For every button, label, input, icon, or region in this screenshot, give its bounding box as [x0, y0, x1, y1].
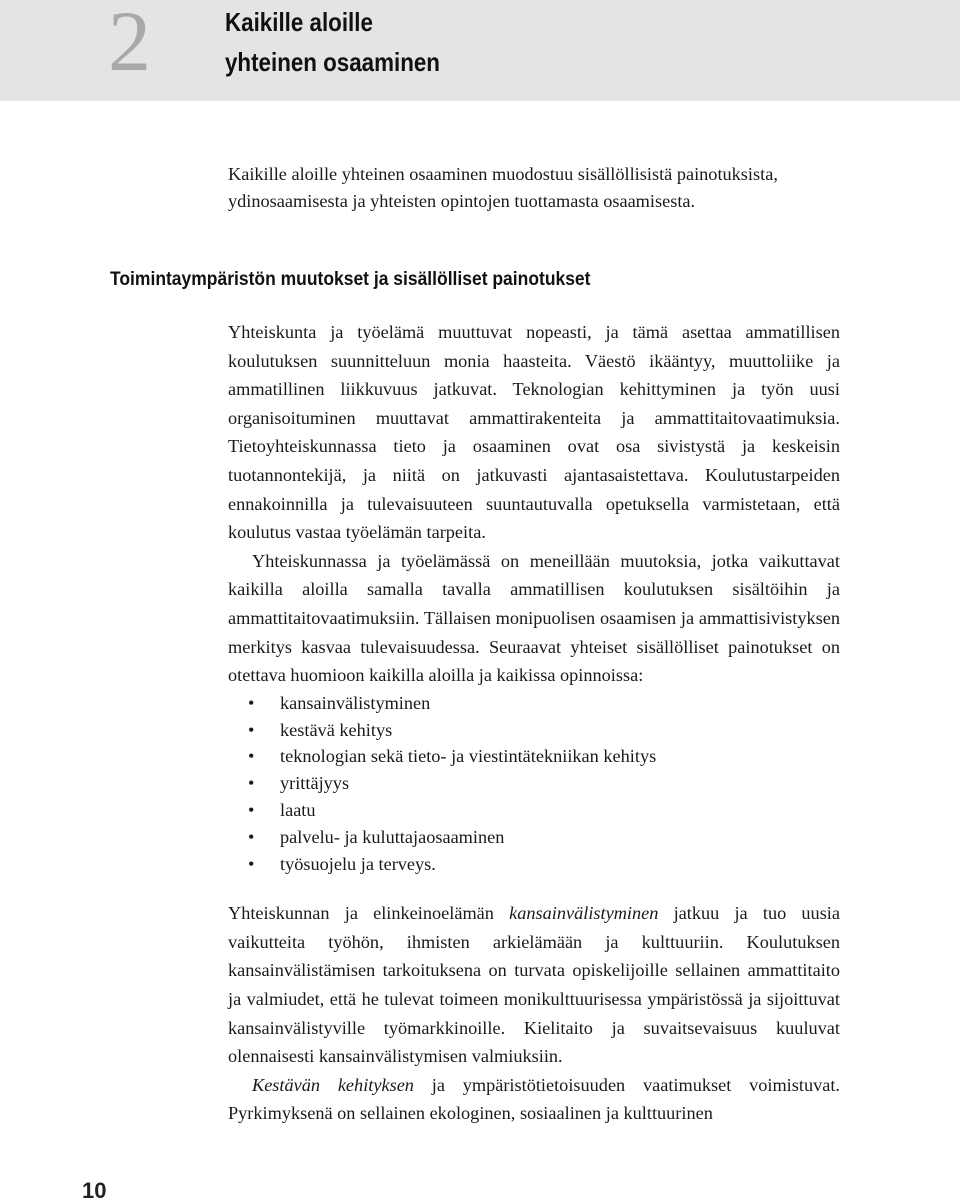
- list-item: [228, 770, 840, 797]
- bullet-icon: •: [248, 799, 255, 820]
- chapter-header: [0, 0, 960, 101]
- list-item-text: työsuojelu ja terveys.: [280, 853, 436, 874]
- paragraph-4-rest: ja ympäristötietoisuuden vaatimukset voimistuvat. Pyrkimyksenä on sellainen ekologinen, sosiaalinen ja kulttuurinen: [228, 1074, 841, 1124]
- list-item: [228, 690, 840, 717]
- list-item: [228, 824, 840, 851]
- paragraph-3-start: Yhteiskunnan ja elinkeinoelämän: [228, 903, 510, 924]
- chapter-title: [225, 2, 440, 82]
- bullet-icon: •: [248, 746, 255, 767]
- section-heading: Toimintaympäristön muutokset ja sisällölliset painotukset: [110, 269, 591, 290]
- paragraph-3: [228, 899, 840, 1071]
- bullet-icon: •: [248, 692, 255, 713]
- bullet-icon: •: [248, 853, 255, 874]
- list-item-text: teknologian sekä tieto- ja viestintätekniikan kehitys: [280, 746, 657, 767]
- chapter-title-line2: yhteinen osaaminen: [225, 47, 440, 77]
- paragraph-2: Yhteiskunnassa ja työelämässä on meneillään muutoksia, jotka vaikuttavat kaikilla aloilla samalla tavalla ammatillisen koulutuksen sisältöihin ja ammattitaitovaatimuksiin. Tällaisen monipuolisen osaamisen ja ammattisivistyksen merkitys kasvaa tulevaisuudessa. Seuraavat yhteiset sisällölliset painotukset on otettava huomioon kaikilla aloilla ja kaikissa opinnoissa:: [228, 550, 840, 686]
- paragraph-1: Yhteiskunta ja työelämä muuttuvat nopeasti, ja tämä asettaa ammatillisen koulutuksen suunnitteluun monia haasteita. Väestö ikääntyy, muuttoliike ja ammatillinen liikkuvuus jatkuvat. Teknologian kehittyminen ja työn uusi organisoituminen muuttavat ammattirakenteita ja ammattitaitovaatimuksia. Tietoyhteiskunnassa tieto ja osaaminen ovat osa sivistystä ja keskeisin tuotannontekijä, ja niitä on jatkuvasti ajantasaistettava. Koulutustarpeiden ennakoinnilla ja tulevaisuuteen suuntautuvalla opetuksella varmistetaan, että koulutus vastaa työelämän tarpeita.: [228, 322, 840, 543]
- list-item-text: laatu: [280, 799, 316, 820]
- chapter-title-line1: Kaikille aloille: [225, 7, 373, 37]
- list-item: [228, 797, 840, 824]
- emphasis-sustainable-development: Kestävän kehityksen: [252, 1074, 414, 1095]
- list-item: [228, 743, 840, 770]
- body-column: [228, 318, 840, 1128]
- bullet-list: [228, 690, 840, 878]
- bullet-icon: •: [248, 719, 255, 740]
- list-item: [228, 717, 840, 744]
- list-item-text: yrittäjyys: [280, 773, 350, 794]
- list-item-text: palvelu- ja kuluttajaosaaminen: [280, 826, 505, 847]
- emphasis-internationalization: kansainvälistyminen: [509, 903, 659, 924]
- list-item-text: kestävä kehitys: [280, 719, 393, 740]
- page-number: 10: [82, 1178, 107, 1203]
- intro-paragraph: Kaikille aloille yhteinen osaaminen muodostuu sisällöllisistä painotuksista, ydinosaamisesta ja yhteisten opintojen tuottamasta osaamisesta.: [228, 164, 778, 211]
- paragraph-4: [228, 1071, 840, 1128]
- bullet-icon: •: [248, 773, 255, 794]
- list-item-text: kansainvälistyminen: [280, 692, 431, 713]
- bullet-icon: •: [248, 826, 255, 847]
- chapter-number: 2: [108, 0, 151, 89]
- list-item: [228, 851, 840, 878]
- paragraph-3-rest: jatkuu ja tuo uusia vaikutteita työhön, ihmisten arkielämään ja kulttuuriin. Koulutuksen kansainvälistämisen tarkoituksena on turvata opiskelijoille sellainen ammattitaito ja valmiudet, että he tulevat toimeen monikulttuurisessa ympäristössä ja sijoittuvat kansainvälistyville työmarkkinoille. Kielitaito ja suvaitsevaisuus kuuluvat olennaisesti kansainvälistymisen valmiuksiin.: [228, 903, 840, 1067]
